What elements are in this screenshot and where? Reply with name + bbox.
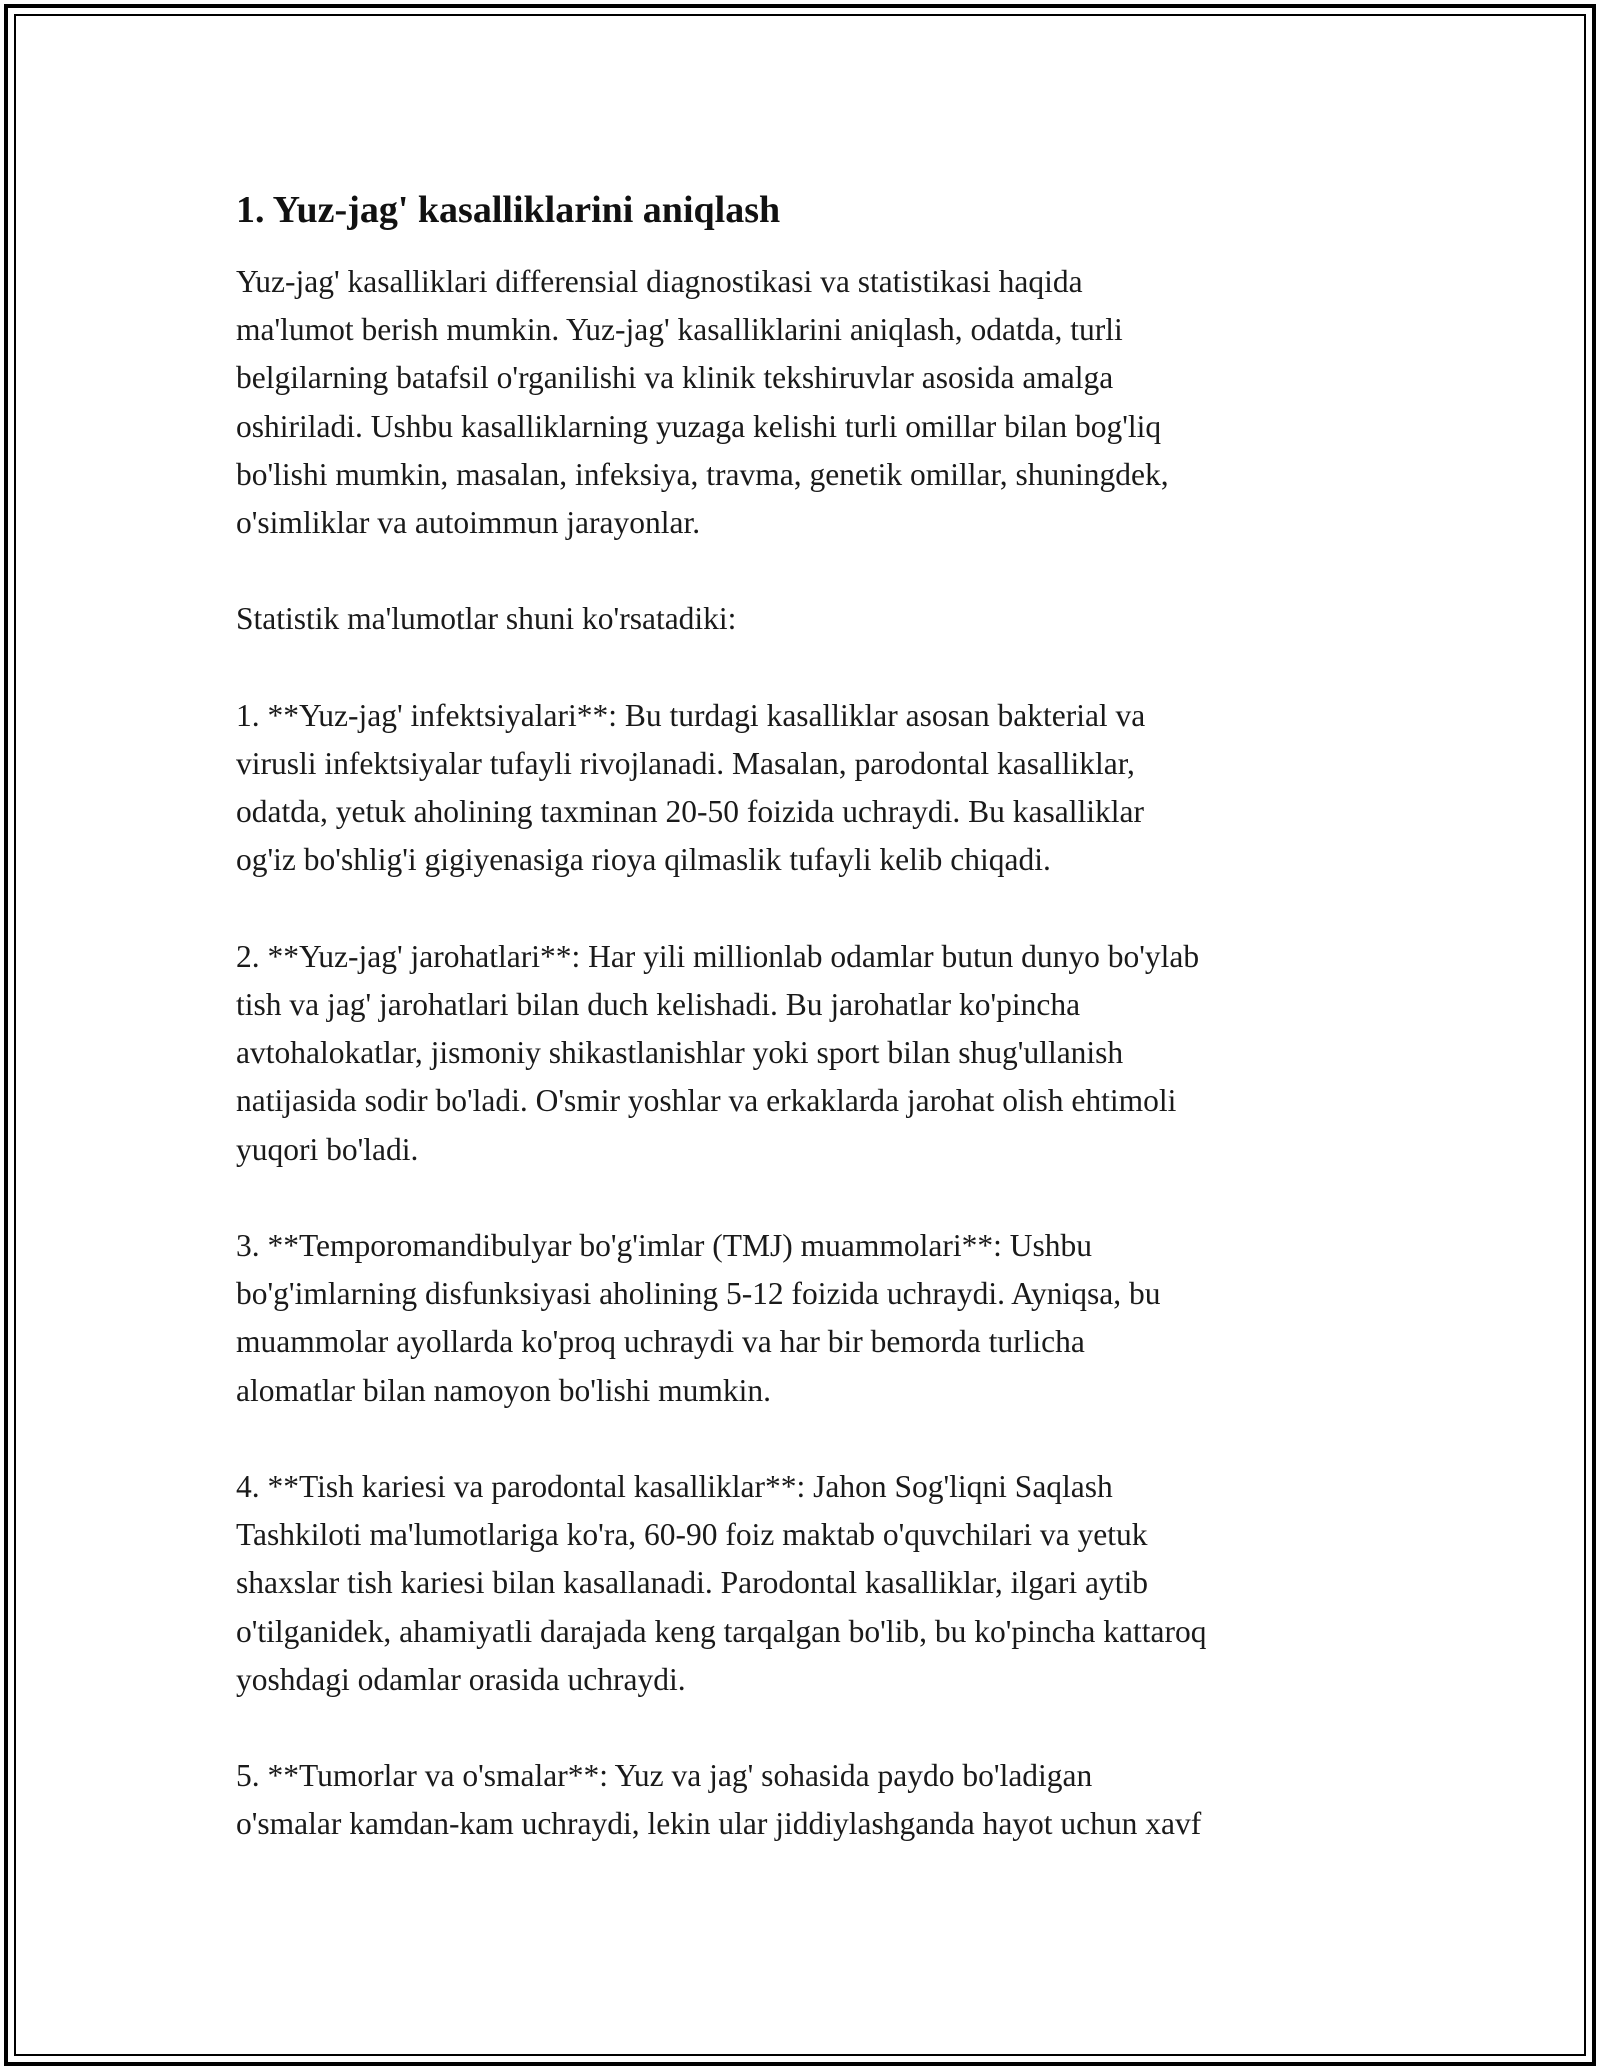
text-line: Statistik ma'lumotlar shuni ko'rsatadiki: (236, 601, 737, 637)
list-item-infections (236, 692, 1426, 885)
text-line: bo'g'imlarning disfunksiyasi aholining 5-12 foizida uchraydi. Ayniqsa, bu (236, 1276, 1161, 1312)
text-line: virusli infektsiyalar tufayli rivojlanadi. Masalan, parodontal kasalliklar, (236, 746, 1135, 781)
statistics-intro-paragraph (236, 595, 1426, 643)
text-line: 4. **Tish kariesi va parodontal kasalliklar**: Jahon Sog'liqni Saqlash (236, 1469, 1113, 1504)
list-item-tmj (236, 1222, 1426, 1415)
text-line: muammolar ayollarda ko'proq uchraydi va har bir bemorda turlicha (236, 1324, 1085, 1360)
text-line: natijasida sodir bo'ladi. O'smir yoshlar va erkaklarda jarohat olish ehtimoli (236, 1083, 1177, 1119)
text-line: o'smalar kamdan-kam uchraydi, lekin ular jiddiylashganda hayot uchun xavf (236, 1806, 1202, 1842)
list-item-tumors (236, 1752, 1426, 1848)
text-line: 2. **Yuz-jag' jarohatlari**: Har yili millionlab odamlar butun dunyo bo'ylab (236, 938, 1200, 974)
text-line: shaxslar tish kariesi bilan kasallanadi. Parodontal kasalliklar, ilgari aytib (236, 1565, 1148, 1601)
text-line: tish va jag' jarohatlari bilan duch kelishadi. Bu jarohatlar ko'pincha (236, 987, 1081, 1022)
paragraph-gap (236, 1704, 1426, 1752)
section-title: 1. Yuz-jag' kasalliklarini aniqlash (236, 189, 781, 231)
text-line: 3. **Temporomandibulyar bo'g'imlar (TMJ) muammolari**: Ushbu (236, 1228, 1093, 1263)
paragraph-gap (236, 1415, 1426, 1463)
list-item-caries (236, 1463, 1426, 1704)
paragraph-gap (236, 1174, 1426, 1222)
text-line: yoshdagi odamlar orasida uchraydi. (236, 1661, 686, 1697)
document-body (236, 186, 1426, 1849)
text-line: odatda, yetuk aholining taxminan 20-50 foizida uchraydi. Bu kasalliklar (236, 794, 1145, 830)
text-line: oshiriladi. Ushbu kasalliklarning yuzaga kelishi turli omillar bilan bog'liq (236, 408, 1162, 444)
paragraph-gap (236, 547, 1426, 595)
text-line: 5. **Tumorlar va o'smalar**: Yuz va jag' sohasida paydo bo'ladigan (236, 1758, 1093, 1794)
paragraph-gap (236, 885, 1426, 933)
text-line: 1. **Yuz-jag' infektsiyalari**: Bu turdagi kasalliklar asosan bakterial va (236, 697, 1146, 733)
text-line: bo'lishi mumkin, masalan, infeksiya, travma, genetik omillar, shuningdek, (236, 456, 1169, 492)
text-line: o'simliklar va autoimmun jarayonlar. (236, 505, 701, 541)
text-line: Tashkiloti ma'lumotlariga ko'ra, 60-90 foiz maktab o'quvchilari va yetuk (236, 1517, 1148, 1553)
list-item-injuries (236, 933, 1426, 1174)
text-line: yuqori bo'ladi. (236, 1131, 419, 1167)
intro-paragraph (236, 258, 1426, 547)
text-line: ma'lumot berish mumkin. Yuz-jag' kasalliklarini aniqlash, odatda, turli (236, 312, 1123, 348)
text-line: belgilarning batafsil o'rganilishi va klinik tekshiruvlar asosida amalga (236, 360, 1114, 396)
text-line: o'tilganidek, ahamiyatli darajada keng tarqalgan bo'lib, bu ko'pincha kattaroq (236, 1613, 1207, 1649)
text-line: alomatlar bilan namoyon bo'lishi mumkin. (236, 1372, 771, 1408)
text-line: og'iz bo'shlig'i gigiyenasiga rioya qilmaslik tufayli kelib chiqadi. (236, 842, 1051, 878)
text-line: avtohalokatlar, jismoniy shikastlanishlar yoki sport bilan shug'ullanish (236, 1035, 1124, 1071)
text-line: Yuz-jag' kasalliklari differensial diagnostikasi va statistikasi haqida (236, 264, 1083, 299)
paragraph-gap (236, 644, 1426, 692)
